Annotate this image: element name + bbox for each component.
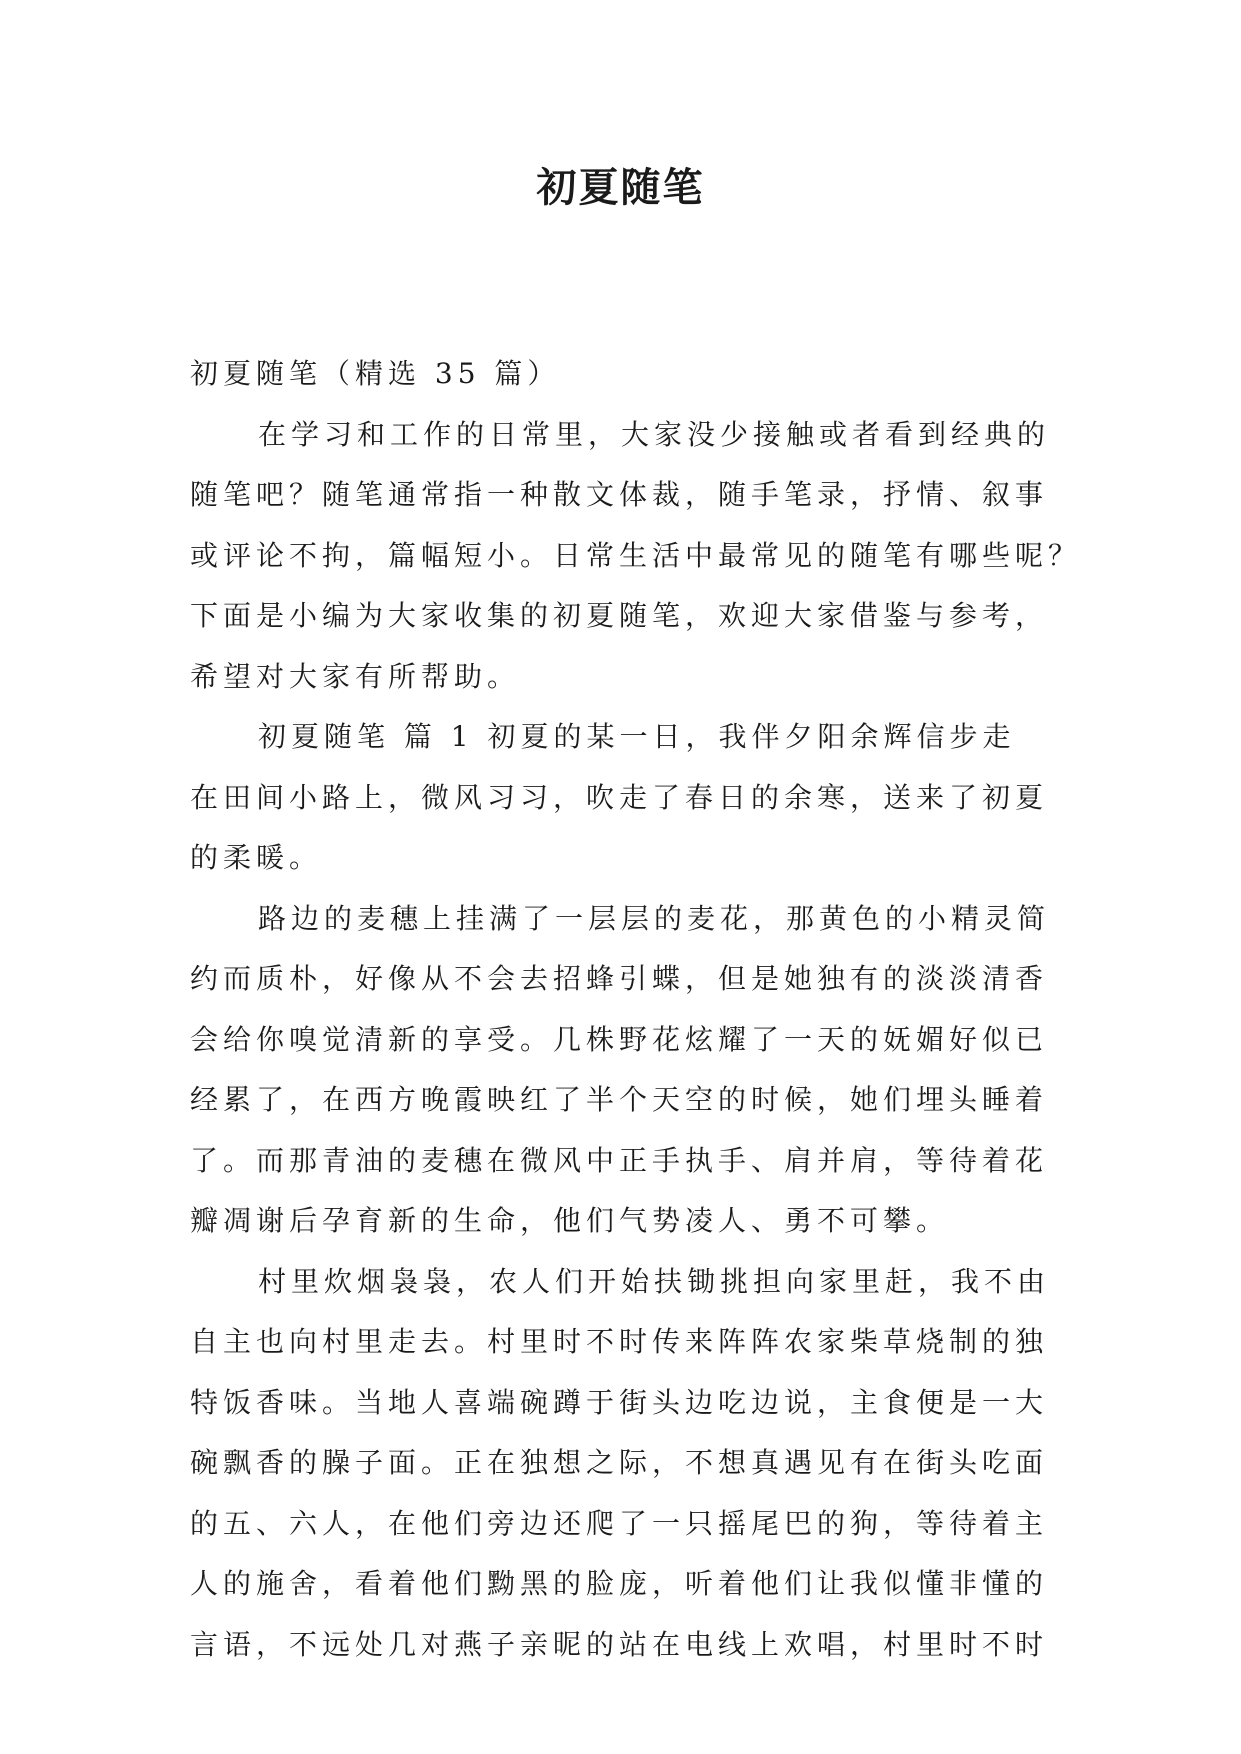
text-line: 随笔吧？随笔通常指一种散文体裁，随手笔录，抒情、叙事 bbox=[190, 478, 1049, 511]
text-line: 了。而那青油的麦穗在微风中正手执手、肩并肩，等待着花 bbox=[190, 1143, 1049, 1177]
text-line: 言语，不远处几对燕子亲昵的站在电线上欢唱，村里时不时 bbox=[190, 1627, 1049, 1661]
text-line: 下面是小编为大家收集的初夏随笔，欢迎大家借鉴与参考， bbox=[190, 599, 1049, 632]
text-line: 村里炊烟袅袅，农人们开始扶锄挑担向家里赶，我不由 bbox=[258, 1264, 1051, 1298]
text-line: 的柔暖。 bbox=[190, 841, 323, 874]
text-line: 经累了，在西方晚霞映红了半个天空的时候，她们埋头睡着 bbox=[190, 1083, 1049, 1116]
text-line: 自主也向村里走去。村里时不时传来阵阵农家柴草烧制的独 bbox=[190, 1325, 1049, 1358]
text-line: 在田间小路上，微风习习，吹走了春日的余寒，送来了初夏 bbox=[190, 780, 1049, 814]
text-line: 初夏随笔 篇 1 初夏的某一日，我伴夕阳余辉信步走 bbox=[258, 720, 1016, 753]
text-line: 希望对大家有所帮助。 bbox=[190, 659, 521, 693]
document-title: 初夏随笔 bbox=[536, 164, 705, 211]
text-line: 人的施舍，看着他们黝黑的脸庞，听着他们让我似懂非懂的 bbox=[190, 1567, 1049, 1600]
text-line: 的五、六人，在他们旁边还爬了一只摇尾巴的狗，等待着主 bbox=[190, 1506, 1049, 1540]
text-line: 在学习和工作的日常里，大家没少接触或者看到经典的 bbox=[258, 417, 1051, 451]
text-line: 碗飘香的臊子面。正在独想之际，不想真遇见有在街头吃面 bbox=[190, 1446, 1049, 1479]
document-body bbox=[190, 344, 1082, 1675]
text-line: 约而质朴，好像从不会去招蜂引蝶，但是她独有的淡淡清香 bbox=[190, 962, 1049, 995]
text-line: 路边的麦穗上挂满了一层层的麦花，那黄色的小精灵简 bbox=[258, 901, 1051, 935]
text-line: 会给你嗅觉清新的享受。几株野花炫耀了一天的妩媚好似已 bbox=[190, 1022, 1049, 1056]
text-line: 瓣凋谢后孕育新的生命，他们气势凌人、勇不可攀。 bbox=[190, 1204, 950, 1237]
text-line: 特饭香味。当地人喜端碗蹲于街头边吃边说，主食便是一大 bbox=[190, 1385, 1049, 1419]
text-line: 或评论不拘，篇幅短小。日常生活中最常见的随笔有哪些呢？ bbox=[190, 538, 1082, 572]
text-line: 初夏随笔（精选 35 篇） bbox=[190, 357, 561, 390]
